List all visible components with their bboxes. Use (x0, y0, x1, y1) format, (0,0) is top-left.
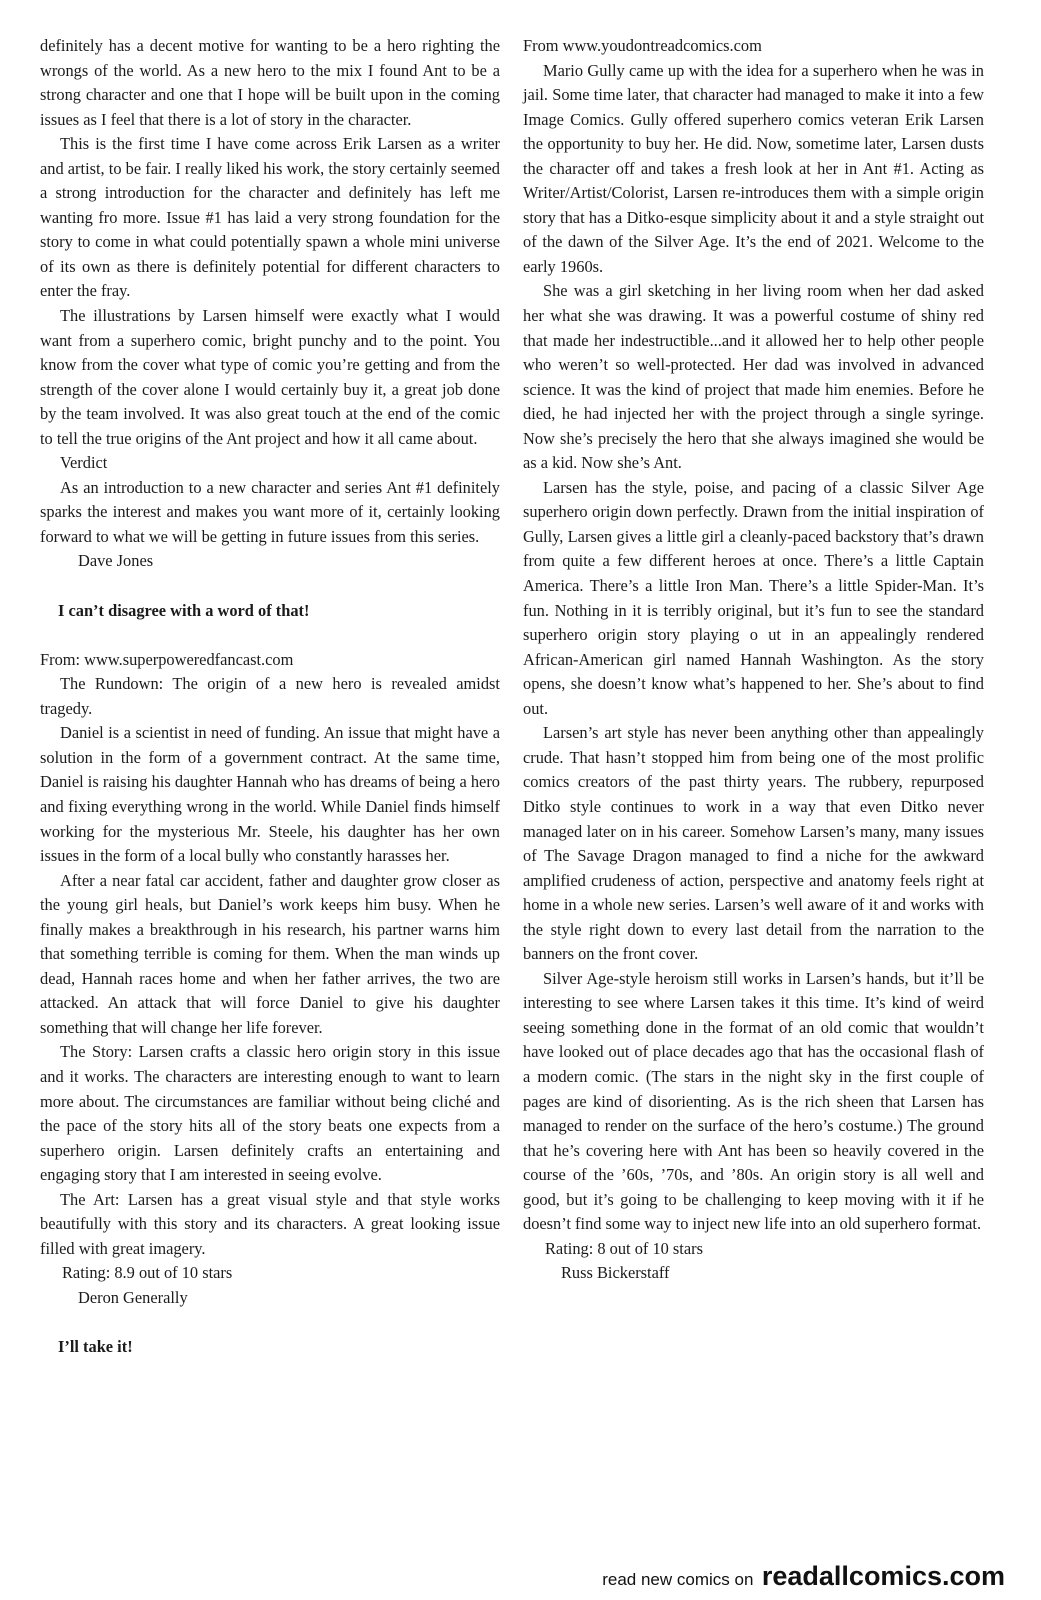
review3-paragraph: Mario Gully came up with the idea for a superhero when he was in jail. Some time later, that character had managed to make it into a few Image Comics. Gully offered superhero comics veteran Erik Larsen the opportunity to buy her. He did. Now, sometime later, Larsen dusts the character off and takes a fresh look at her in Ant #1. Acting as Writer/Artist/Colorist, Larsen re-introduces them with a simple origin story that has a Ditko-esque simplicity about it and a style straight out of the dawn of the Silver Age. It’s the end of 2021. Welcome to the early 1960s. (523, 60, 984, 276)
editor-comment: I can’t disagree with a word of that! (58, 600, 310, 620)
review3-paragraph: Larsen has the style, poise, and pacing of a classic Silver Age superhero origin down perfectly. Drawn from the initial inspiration of Gully, Larsen gives a little girl a cleanly-paced backstory that’s drawn from quite a few different heroes at once. There’s a little Captain America. There’s a little Iron Man. There’s a little Spider-Man. It’s fun. Nothing in it is terribly original, but it’s fun to see the standard superhero origin story playing o ut in an appealingly rendered African-American girl named Hannah Washington. As the story opens, she doesn’t know what’s happened to her. She’s about to find out. (523, 477, 984, 718)
review2-paragraph: The Art: Larsen has a great visual style and that style works beautifully with this story and its characters. A great looking issue filled with great imagery. (40, 1189, 500, 1258)
review1-paragraph: definitely has a decent motive for wanting to be a hero righting the wrongs of the world. As a new hero to the mix I found Ant to be a strong character and one that I hope will be built upon in the coming issues as I feel that there is a lot of story in the character. (40, 36, 500, 129)
source-superpoweredfancast: From: www.superpoweredfancast.com (40, 649, 294, 669)
review3-paragraph: Silver Age-style heroism still works in Larsen’s hands, but it’ll be interesting to see where Larsen takes it this time. It’s kind of weird seeing something done in the format of an old comic that wouldn’t have looked out of place decades ago that has the occasional flash of a modern comic. (The stars in the night sky in the first couple of pages are kind of disorienting. As is the rich sheen that Larsen has managed to render on the surface of the hero’s costume.) The ground that he’s covering here with Ant has been so heavily covered in the course of the ’60s, ’70s, and ’80s. An origin story is all well and good, but it’s going to be challenging to keep moving with it if he doesn’t find some way to inject new life into an old superhero format. (523, 968, 984, 1234)
review2-paragraph: Daniel is a scientist in need of funding. An issue that might have a solution in the form of a government contract. At the same time, Daniel is raising his daughter Hannah who has dreams of being a hero and fixing everything wrong in the world. While Daniel finds himself working for the mysterious Mr. Steele, his daughter has her own issues in the form of a local bully who constantly harasses her. (40, 723, 500, 866)
review2-paragraph: The Rundown: The origin of a new hero is revealed amidst tragedy. (40, 674, 500, 718)
review1-paragraph: This is the first time I have come across Erik Larsen as a writer and artist, to be fair. I really liked his work, the story certainly seemed a strong introduction for the character and definitely has left me wanting fro more. Issue #1 has laid a very strong foundation for the story to come in what could potentially spawn a whole mini universe of its own as there is definitely potential for different characters to enter the fray. (40, 134, 500, 301)
footer-site-link[interactable]: readallcomics.com (761, 1561, 1005, 1591)
right-column (523, 34, 984, 1286)
footer-prefix: read new comics on (602, 1570, 754, 1589)
signature-russ-bickerstaff: Russ Bickerstaff (561, 1263, 670, 1283)
source-youdontreadcomics: From www.youdontreadcomics.com (523, 36, 762, 55)
left-column (40, 34, 500, 1360)
footer-watermark (602, 1561, 1005, 1592)
review2-paragraph: The Story: Larsen crafts a classic hero origin story in this issue and it works. The characters are interesting enough to want to learn more about. The circumstances are familiar without being cliché and the pace of the story hits all of the story beats one expects from a superhero origin. Larsen definitely crafts an entertaining and engaging story that I am interested in seeing evolve. (40, 1042, 500, 1185)
review2-paragraph: After a near fatal car accident, father and daughter grow closer as the young girl heals, but Daniel’s work keeps him busy. When he finally makes a breakthrough in his research, his partner warns him that something terrible is coming for them. When the man winds up dead, Hannah races home and when her father arrives, the two are attacked. An attack that will force Daniel to give his daughter something that will change her life forever. (40, 870, 500, 1037)
editor-comment: I’ll take it! (58, 1336, 133, 1356)
review1-paragraph: The illustrations by Larsen himself were exactly what I would want from a superhero comic, bright punchy and to the point. You know from the cover what type of comic you’re getting and from the strength of the cover alone I would certainly buy it, a great job done by the team involved. It was also great touch at the end of the comic to tell the true origins of the Ant project and how it all came about. (40, 306, 500, 448)
review3-paragraph: She was a girl sketching in her living room when her dad asked her what she was drawing. It was a powerful costume of shiny red that made her indestructible...and it allowed her to help other people who weren’t so well-protected. Her dad was involved in advanced science. It was the kind of project that made him enemies. Before he died, he had injected her with the project through a single syringe. Now she’s precisely the hero that she always imagined she would be as a kid. Now she’s Ant. (523, 281, 984, 473)
signature-dave-jones: Dave Jones (78, 551, 154, 571)
review3-paragraph: Larsen’s art style has never been anything other than appealingly crude. That hasn’t stopped him from being one of the most prolific comics creators of the past thirty years. The rubbery, repurposed Ditko style continues to work in a way that even Ditko never managed later on in his career. Somehow Larsen’s many, many issues of The Savage Dragon managed to find a niche for the awkward amplified crudeness of action, perspective and anatomy feels right at home in a whole new series. Larsen’s well aware of it and works with the style right down to every last detail from the narration to the banners on the front cover. (523, 723, 984, 964)
signature-deron-generally: Deron Generally (78, 1287, 188, 1307)
verdict-label: Verdict (60, 453, 108, 473)
rating-review3: Rating: 8 out of 10 stars (545, 1238, 703, 1258)
rating-review2: Rating: 8.9 out of 10 stars (62, 1263, 233, 1283)
review1-paragraph: As an introduction to a new character and series Ant #1 definitely sparks the interest and makes you want more of it, certainly looking forward to what we will be getting in future issues from this series. (40, 477, 500, 546)
